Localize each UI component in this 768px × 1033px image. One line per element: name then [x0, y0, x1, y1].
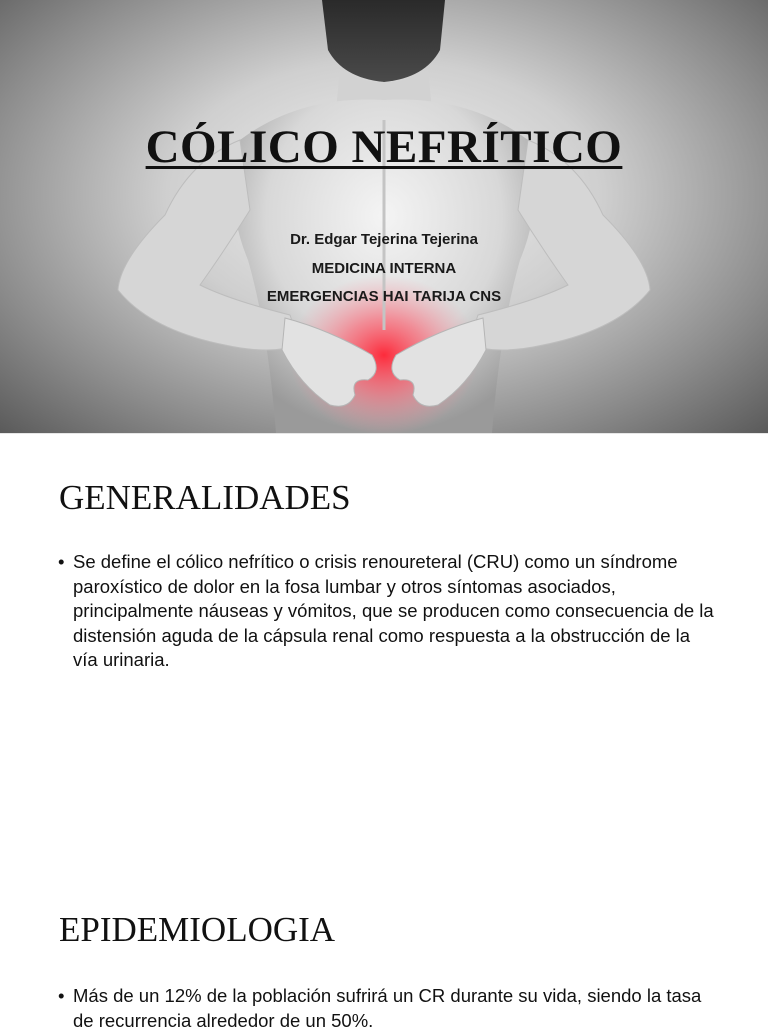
slide-divider [0, 433, 768, 434]
generalidades-text: Se define el cólico nefrítico o crisis renoureteral (CRU) como un síndrome paroxístico de dolor en la fosa lumbar y otros síntomas asociados, principalmente náuseas y vómitos, que se producen como consecuencia de la distensión aguda de la cápsula renal como respuesta a la obstrucción de la vía urinaria. [73, 551, 714, 670]
head [322, 0, 445, 82]
department-name: MEDICINA INTERNA [311, 260, 457, 277]
epidemiologia-text: Más de un 12% de la población sufrirá un CR durante su vida, siendo la tasa de recurrencia alrededor de un 50%. [73, 985, 702, 1031]
presentation-title: CÓLICO NEFRÍTICO [145, 121, 623, 173]
generalidades-bullet [58, 550, 718, 673]
author-name: Dr. Edgar Tejerina Tejerina [290, 231, 478, 248]
epidemiologia-bullet [58, 984, 718, 1033]
epidemiologia-heading: EPIDEMIOLOGIA [59, 910, 336, 949]
bullet-marker: • [58, 551, 65, 572]
hospital-name: EMERGENCIAS HAI TARIJA CNS [266, 288, 502, 305]
bullet-marker: • [58, 985, 65, 1006]
generalidades-heading: GENERALIDADES [59, 478, 351, 517]
title-slide [0, 0, 768, 433]
back-pain-photo [0, 0, 768, 433]
